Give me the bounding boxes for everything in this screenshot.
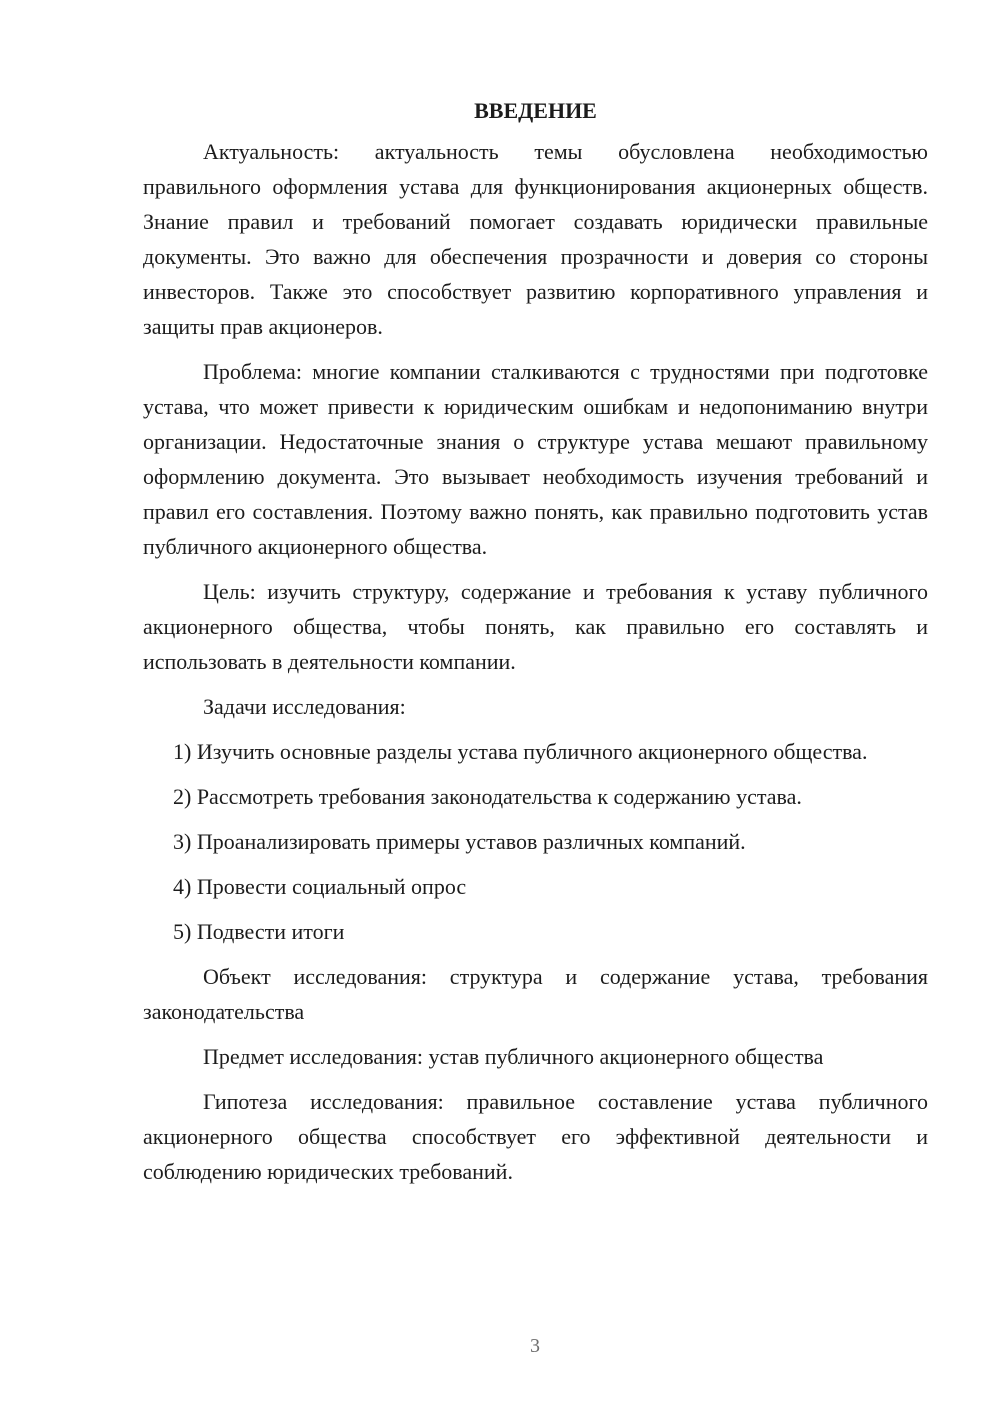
list-item: 3) Проанализировать примеры уставов различных компаний. xyxy=(173,829,746,854)
subject-paragraph: Предмет исследования: устав публичного акционерного общества xyxy=(203,1044,824,1069)
hypothesis-paragraph: Гипотеза исследования: правильное составление устава публичного акционерного общества способствует его эффективной деятельности и соблюдению юридических требований. xyxy=(143,1089,928,1184)
list-item: 4) Провести социальный опрос xyxy=(173,874,467,899)
object-paragraph: Объект исследования: структура и содержание устава, требования законодательства xyxy=(143,964,928,1024)
document-page xyxy=(143,96,928,1199)
page-number: 3 xyxy=(530,1335,540,1357)
list-item: 1) Изучить основные разделы устава публичного акционерного общества. xyxy=(173,739,868,764)
goal-paragraph: Цель: изучить структуру, содержание и требования к уставу публичного акционерного общества, чтобы понять, как правильно его составлять и использовать в деятельности компании. xyxy=(143,579,928,674)
section-heading: ВВЕДЕНИЕ xyxy=(474,98,597,123)
tasks-intro: Задачи исследования: xyxy=(203,694,406,719)
relevance-paragraph: Актуальность: актуальность темы обусловлена необходимостью правильного оформления устава для функционирования акционерных обществ. Знание правил и требований помогает создавать юридически правильные документы. Это важно для обеспечения прозрачности и доверия со стороны инвесторов. Также это способствует развитию корпоративного управления и защиты прав акционеров. xyxy=(143,139,928,339)
problem-paragraph: Проблема: многие компании сталкиваются с трудностями при подготовке устава, что может привести к юридическим ошибкам и недопониманию внутри организации. Недостаточные знания о структуре устава мешают правильному оформлению документа. Это вызывает необходимость изучения требований и правил его составления. Поэтому важно понять, как правильно подготовить устав публичного акционерного общества. xyxy=(143,359,928,559)
list-item: 2) Рассмотреть требования законодательства к содержанию устава. xyxy=(173,784,802,809)
list-item: 5) Подвести итоги xyxy=(173,919,345,944)
tasks-list xyxy=(143,734,928,949)
